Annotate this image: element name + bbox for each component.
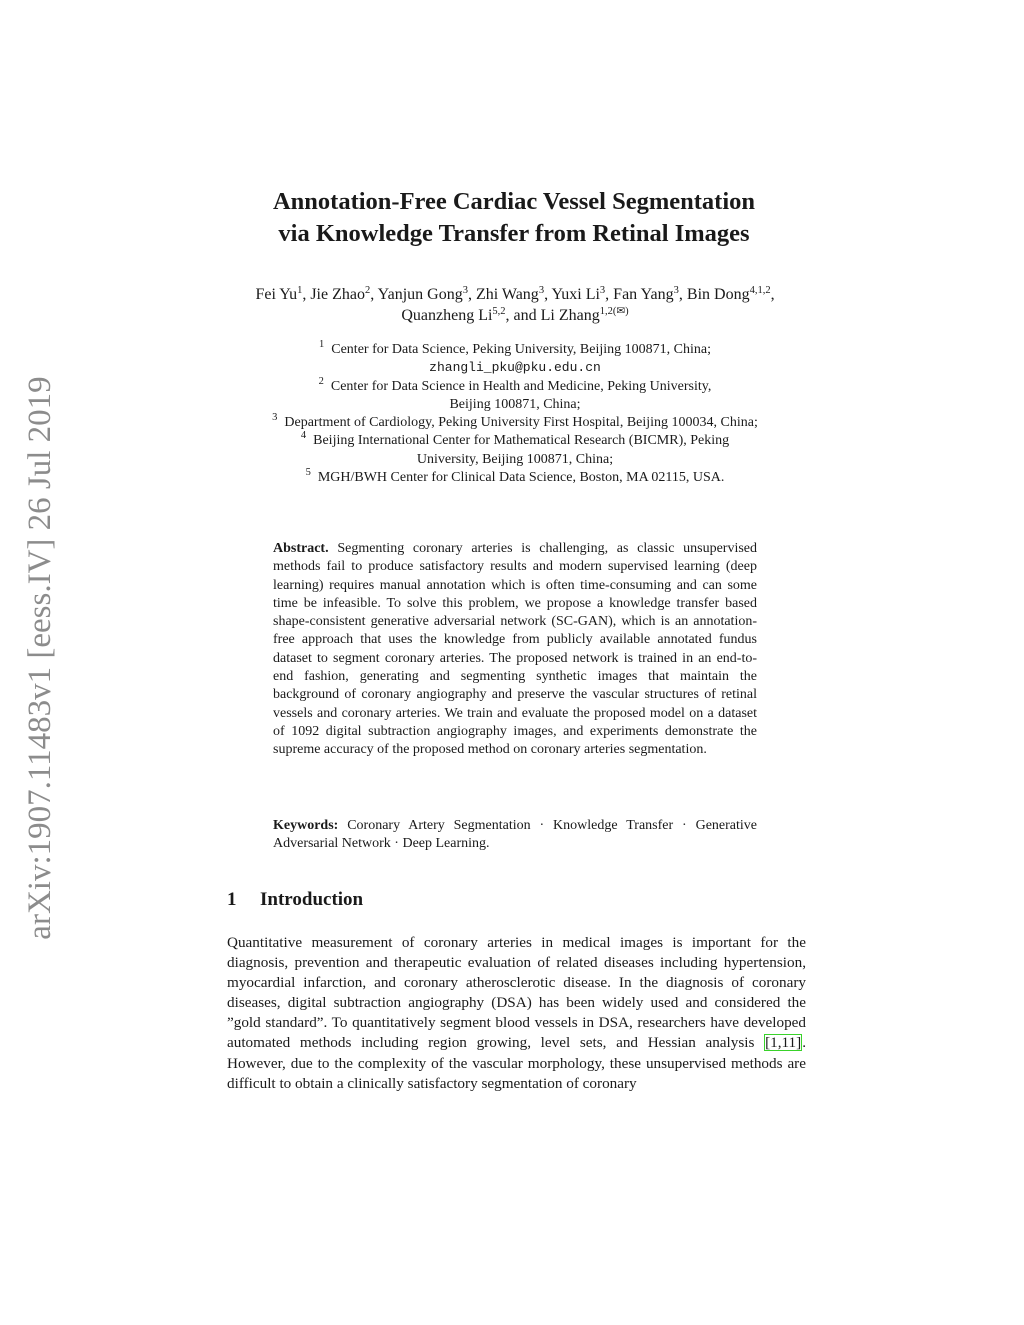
section-title: Introduction bbox=[260, 889, 364, 910]
keywords-label: Keywords: bbox=[273, 818, 339, 833]
citation-1[interactable]: 1 bbox=[770, 1034, 778, 1052]
author: Fei Yu$^1$ bbox=[255, 285, 303, 303]
author: Yanjun Gong$^3$ bbox=[377, 285, 468, 303]
author: Bin Dong$^{4,1,2}$ bbox=[686, 285, 771, 303]
affiliations bbox=[220, 341, 810, 487]
affiliation-5: $^5$ MGH/BWH Center for Clinical Data Science, Boston, MA 02115, USA. bbox=[305, 467, 725, 486]
affiliation-1: $^1$ Center for Data Science, Peking University, Beijing 100871, China; bbox=[319, 339, 711, 357]
author: Quanzheng Li$^{5,2}$ bbox=[401, 306, 506, 324]
keywords-text: Coronary Artery Segmentation · Knowledge Transfer · Generative Adversarial Network · Deep Learning. bbox=[273, 818, 757, 852]
author: Yuxi Li$^3$ bbox=[551, 285, 606, 303]
section-heading bbox=[227, 887, 807, 913]
affiliation-2: $^2$ Center for Data Science in Health and Medicine, Peking University, bbox=[318, 375, 712, 394]
keywords bbox=[273, 817, 757, 854]
author-corresponding: Li Zhang$^{1,2(✉)}$ bbox=[540, 306, 629, 324]
paper-title bbox=[200, 186, 828, 250]
intro-paragraph bbox=[227, 933, 806, 1094]
intro-text-before: Quantitative measurement of coronary arteries in medical images is important for the diagnosis, prevention and therapeutic evaluation of related diseases including hypertension, myocardial infarction, and coronary atherosclerotic disease. In the diagnosis of coronary diseases, digital subtraction angiography (DSA) has been widely used and considered the ”gold standard”. To quantitatively segment blood vessels in DSA, researchers have developed automated methods including region growing, level sets, and Hessian analysis bbox=[227, 934, 806, 1052]
affiliation-2-cont: Beijing 100871, China; bbox=[449, 396, 581, 412]
arxiv-identifier-stamp: arXiv:1907.11483v1 [eess.IV] 26 Jul 2019 bbox=[22, 376, 58, 940]
section-number: 1 bbox=[227, 889, 237, 910]
affiliation-4-cont: University, Beijing 100871, China; bbox=[416, 451, 614, 467]
abstract-text: Segmenting coronary arteries is challenging, as classic unsupervised methods fail to produce satisfactory results and modern supervised learning (deep learning) requires manual annotation which is often time-consuming and can some time be infeasible. To solve this problem, we propose a knowledge transfer based shape-consistent generative adversarial network (SC-GAN), which is an annotation-free approach that uses the knowledge from publicly available annotated fundus dataset to segment coronary arteries. The proposed network is trained in an end-to-end fashion, generating and segmenting synthetic images that maintain the background of coronary angiography and preserve the vascular structures of retinal vessels and coronary arteries. We train and evaluate the proposed model on a dataset of 1092 digital subtraction angiography images, and experiments demonstrate the supreme accuracy of the proposed method on coronary arteries segmentation. bbox=[273, 541, 757, 758]
contact-email[interactable]: zhangli_pku@pku.edu.cn bbox=[429, 360, 601, 376]
citation-11[interactable]: 11 bbox=[781, 1034, 797, 1052]
abstract bbox=[273, 540, 757, 760]
author: Fan Yang$^3$ bbox=[613, 285, 679, 303]
abstract-label: Abstract. bbox=[273, 541, 329, 556]
author-list: Fei Yu$^1$, Jie Zhao$^2$, Yanjun Gong$^3$, Zhi Wang$^3$, Yuxi Li$^3$, Fan Yang$^3$, Bin Dong$^{4,1,2}$, Quanzheng Li$^{5,2}$, and Li Zhang$^{1,2(✉)}$ bbox=[255, 285, 775, 324]
affiliation-3: $^3$ Department of Cardiology, Peking University First Hospital, Beijing 100034, China; bbox=[272, 412, 758, 431]
title-line-1: Annotation-Free Cardiac Vessel Segmentation bbox=[272, 188, 756, 215]
affiliation-4: $^4$ Beijing International Center for Mathematical Research (BICMR), Peking bbox=[300, 430, 730, 449]
author: Zhi Wang$^3$ bbox=[475, 285, 545, 303]
citation-link[interactable]: [1,11] bbox=[765, 1034, 802, 1052]
author: Jie Zhao$^2$ bbox=[310, 285, 371, 303]
intro-text-after: . However, due to the complexity of the vascular morphology, these unsupervised methods are difficult to obtain a clinically satisfactory segmentation of coronary bbox=[227, 1034, 806, 1092]
title-line-2: via Knowledge Transfer from Retinal Images bbox=[278, 220, 750, 247]
